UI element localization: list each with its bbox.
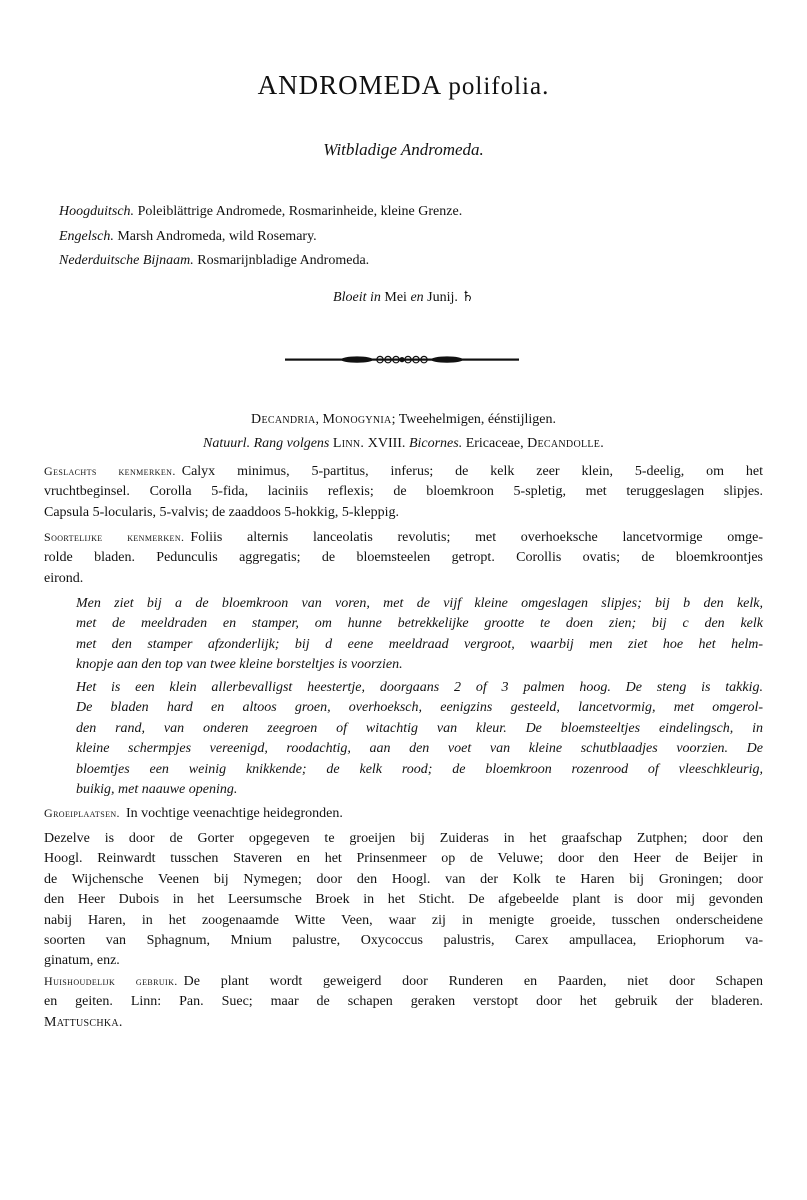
text-line: met den stamper afzonderlijk; bij d eene meeldraad vergroot, waarbij men ziet hoe het helm- [76, 636, 763, 652]
section-heading: Soortelijke kenmerken. [44, 530, 185, 544]
text-line: den rand, van onderen zeegroen of witachtig van kleur. De bloemsteeltjes eindelingsch, in [76, 720, 763, 736]
text-line: Hoogl. Reinwardt tusschen Staveren en het Prinsenmeer op de Veluwe; door den Heer de Beijer in [44, 851, 763, 867]
family-author: Decandolle. [527, 436, 604, 451]
text-line: soorten van Sphagnum, Mnium palustre, Oxycoccus palustris, Carex ampullacea, Eriophorum va- [44, 933, 763, 949]
name-label: Nederduitsche Bijnaam. [59, 253, 194, 268]
natural-rank [0, 436, 807, 452]
section-heading: Huishoudelijk gebruik. [44, 974, 178, 988]
text-line [44, 971, 763, 992]
text-line: Capsula 5-locularis, 5-valvis; de zaaddoos 5-hokkig, 5-kleppig. [44, 504, 399, 520]
species-characters [44, 527, 763, 589]
section-heading: Groeiplaatsen. [44, 806, 120, 820]
name-text: Rosmarijnbladige Andromeda. [197, 253, 370, 268]
divider-ornament-icon [285, 353, 519, 367]
name-text: Poleiblättrige Andromede, Rosmarinheide, kleine Grenze. [137, 204, 463, 219]
text-line: rolde bladen. Pedunculis aggregatis; de bloemsteelen getropt. Corollis ovatis; de bloemkroontjes [44, 550, 763, 566]
source-author: Mattuschka. [44, 1014, 123, 1030]
rank-label: Natuurl. Rang volgens [203, 436, 330, 451]
text-line: nabij Haren, in het zoogenaamde Witte Veen, waar zij in menigte groeide, tusschen onderscheidene [44, 912, 763, 928]
section-heading: Geslachts kenmerken. [44, 464, 176, 478]
text-line: en geiten. Linn: Pan. Suec; maar de schapen geraken verstopt door het gebruik der bladeren. [44, 994, 763, 1010]
bloom-label: en [410, 290, 424, 305]
line-text: Foliis alternis lanceolatis revolutis; met overhoeksche lancetvormige omge- [190, 530, 763, 545]
separator: , [315, 412, 320, 427]
rank-author: Linn. [332, 436, 365, 451]
page-title [0, 70, 807, 101]
text-line: met de meeldraden en stamper, om hunne betrekkelijke grootte te doen zien; bij c den kelk [76, 616, 763, 632]
shrub-symbol-icon: ♄ [461, 290, 474, 305]
text-line [44, 803, 763, 824]
line-text: In vochtige veenachtige heidegronden. [125, 806, 343, 821]
text-line [44, 461, 763, 482]
name-text: Marsh Andromeda, wild Rosemary. [117, 228, 317, 244]
plant-description [76, 678, 763, 800]
rank-group: Bicornes. [408, 436, 463, 451]
household-use [44, 971, 763, 1033]
dutch-common-name: Witbladige Andromeda. [323, 140, 484, 159]
locations [44, 829, 763, 972]
name-label: Engelsch. [59, 228, 114, 244]
line-text: De plant wordt geweigerd door Runderen en Paarden, niet door Schapen [183, 974, 763, 989]
text-line: De bladen hard en altoos groen, overhoeksch, eenigzins gesteeld, lancetvormig, met omgerol- [76, 700, 763, 716]
line-text: Calyx minimus, 5-partitus, inferus; de kelk zeer klein, 5-deelig, om het [181, 464, 763, 479]
bloom-label: Bloeit [333, 290, 367, 305]
order-name: Monogynia [322, 412, 392, 427]
text-line: buikig, met naauwe opening. [76, 782, 238, 798]
text-line: eirond. [44, 570, 84, 586]
text-line: de Wijchensche Veenen bij Nymegen; door den Hoogl. van der Kolk te Haren bij Groningen; door [44, 871, 763, 887]
text-line: vruchtbeginsel. Corolla 5-fida, laciniis reflexis; de bloemkroon 5-spletig, met teruggeslagen slipjes. [44, 484, 763, 500]
class-dutch: ; Tweehelmigen, éénstijligen. [391, 412, 556, 427]
rank-number: XVIII. [367, 436, 406, 451]
name-row-dutch [59, 249, 462, 274]
figure-explanation [76, 594, 763, 676]
bloom-label: in [369, 290, 381, 305]
family-name: Ericaceae, [465, 436, 524, 451]
species-name: polifolia. [448, 73, 550, 100]
genus-characters [44, 461, 763, 523]
bloom-period [0, 289, 807, 306]
linnaean-class [0, 412, 807, 428]
name-row-english [59, 225, 462, 250]
text-line: bloemtjes een weinig knikkende; de kelk rood; de bloemkroon rozenrood of vleeschkleurig, [76, 761, 763, 777]
name-row-german [59, 200, 462, 225]
vernacular-names [59, 200, 462, 274]
text-line: knopje aan den top van twee kleine borsteltjes is voorzien. [76, 657, 403, 673]
text-line: Dezelve is door de Gorter opgegeven te groeijen bij Zuideras in het graafschap Zutphen; door den [44, 831, 763, 846]
bloom-month: Mei [384, 290, 407, 305]
text-line: Men ziet bij a de bloemkroon van voren, met de vijf kleine omgeslagen slipjes; bij b den kelk, [76, 596, 763, 611]
habitat [44, 803, 763, 824]
genus-name: ANDROMEDA [257, 70, 441, 100]
text-line: kleine schermpjes vereenigd, roodachtig, aan den voet van kleine schutblaadjes voorzien. De [76, 741, 763, 757]
text-line: ginatum, enz. [44, 953, 120, 969]
bloom-month: Junij. [427, 290, 458, 305]
text-line: Het is een klein allerbevalligst heestertje, doorgaans 2 of 3 palmen hoog. De steng is takkig. [76, 680, 763, 695]
text-line [44, 527, 763, 548]
name-label: Hoogduitsch. [59, 204, 135, 219]
class-name: Decandria [251, 412, 316, 427]
text-line: den Heer Dubois in het Leersumsche Broek in het Sticht. De afgebeelde plant is door mij gevonden [44, 892, 763, 908]
